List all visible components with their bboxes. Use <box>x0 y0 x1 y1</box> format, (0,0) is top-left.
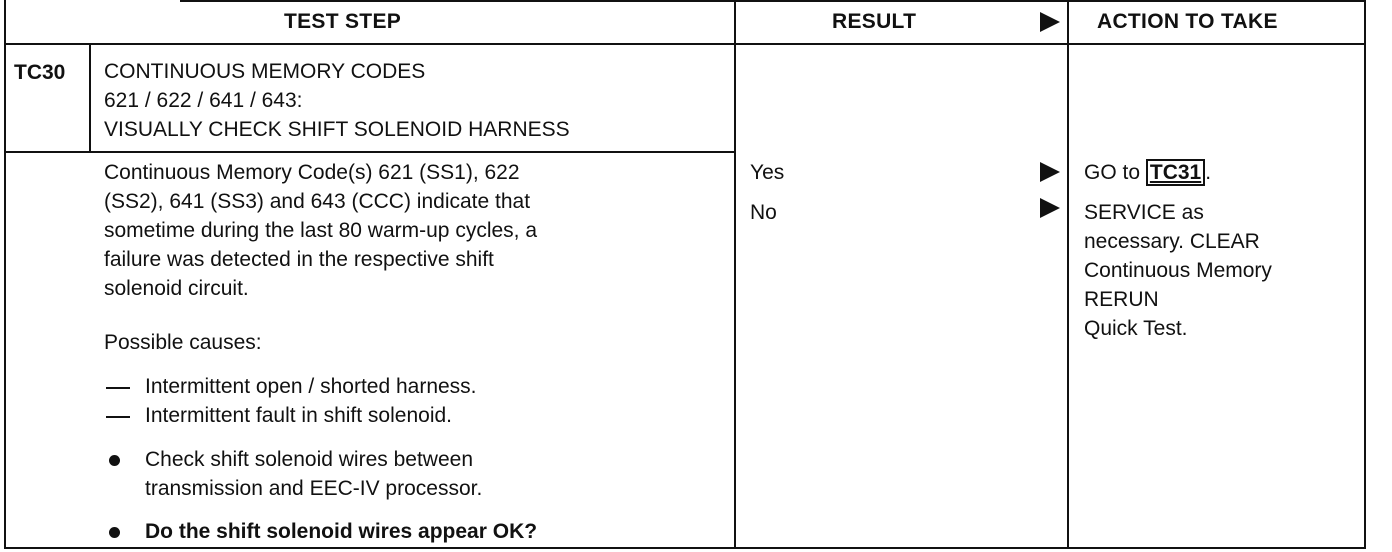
action-yes-prefix: GO to <box>1084 161 1141 184</box>
result-column-divider <box>734 0 736 549</box>
step-title-line-2: 621 / 622 / 641 / 643: <box>104 89 303 112</box>
step-title-line-1: CONTINUOUS MEMORY CODES <box>104 60 426 83</box>
description-line-4: failure was detected in the respective shift <box>104 248 494 271</box>
bullet-icon <box>109 455 120 466</box>
header-test-step: TEST STEP <box>284 10 402 33</box>
step-id: TC30 <box>14 61 66 84</box>
dash-icon <box>106 387 130 389</box>
header-result: RESULT <box>832 10 917 33</box>
action-no-line-2: necessary. CLEAR <box>1084 230 1260 253</box>
check-line-1: Check shift solenoid wires between <box>145 448 474 471</box>
result-no: No <box>750 201 777 224</box>
header-bottom-rule <box>4 43 1366 45</box>
description-line-2: (SS2), 641 (SS3) and 643 (CCC) indicate that <box>104 190 531 213</box>
description-line-1: Continuous Memory Code(s) 621 (SS1), 622 <box>104 161 520 184</box>
action-no-line-5: Quick Test. <box>1084 317 1188 340</box>
header-arrow-icon <box>1040 12 1060 32</box>
action-yes <box>1084 158 1211 187</box>
bullet-icon <box>109 527 120 538</box>
description-line-3: sometime during the last 80 warm-up cycles, a <box>104 219 538 242</box>
id-column-divider <box>89 43 91 151</box>
description-line-5: solenoid circuit. <box>104 277 249 300</box>
possible-causes-label: Possible causes: <box>104 331 262 354</box>
action-no-line-4: RERUN <box>1084 288 1159 311</box>
action-no-line-3: Continuous Memory <box>1084 259 1272 282</box>
header-action: ACTION TO TAKE <box>1097 10 1278 33</box>
top-rule <box>180 0 1366 2</box>
question: Do the shift solenoid wires appear OK? <box>145 520 538 543</box>
result-yes: Yes <box>750 161 785 184</box>
step-title-line-3: VISUALLY CHECK SHIFT SOLENOID HARNESS <box>104 118 570 141</box>
action-column-divider <box>1067 0 1069 549</box>
cause-2: Intermittent fault in shift solenoid. <box>145 404 452 427</box>
yes-arrow-icon <box>1040 162 1060 182</box>
action-no-line-1: SERVICE as <box>1084 201 1204 224</box>
check-line-2: transmission and EEC-IV processor. <box>145 477 483 500</box>
step-title-bottom-rule <box>4 151 735 153</box>
cause-1: Intermittent open / shorted harness. <box>145 375 477 398</box>
action-yes-suffix: . <box>1205 161 1212 184</box>
no-arrow-icon <box>1040 198 1060 218</box>
dash-icon <box>106 416 130 418</box>
tc31-reference-link[interactable]: TC31 <box>1146 159 1205 186</box>
